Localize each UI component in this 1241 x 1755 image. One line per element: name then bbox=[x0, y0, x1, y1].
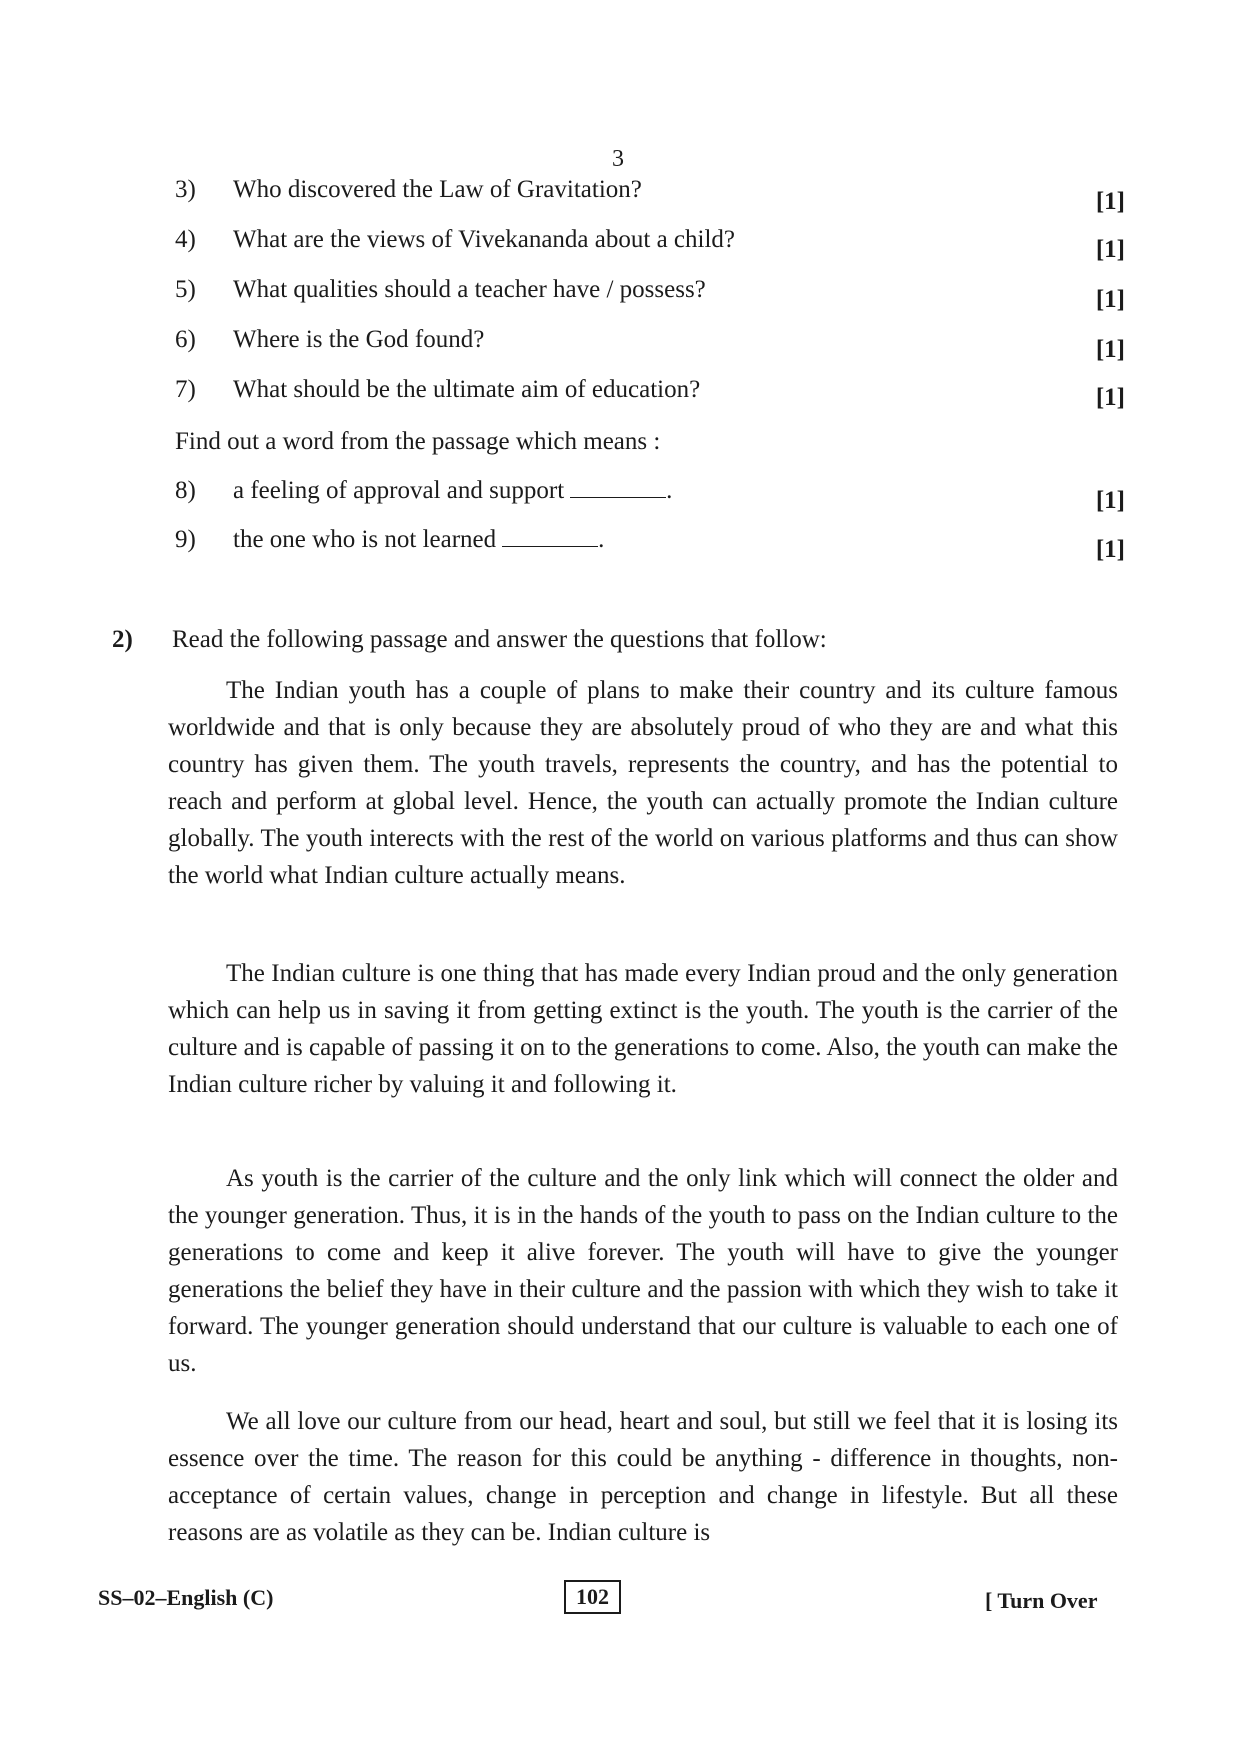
question-marks: [1] bbox=[1095, 384, 1125, 411]
footer-page-number: 102 bbox=[564, 1580, 621, 1614]
question-number: 5) bbox=[175, 276, 196, 303]
question-marks: [1] bbox=[1095, 536, 1125, 563]
answer-blank bbox=[570, 479, 666, 498]
question-number: 6) bbox=[175, 326, 196, 353]
page-number: 3 bbox=[612, 146, 624, 172]
question-number: 3) bbox=[175, 176, 196, 203]
vocabulary-instruction: Find out a word from the passage which means : bbox=[175, 428, 661, 455]
question-marks: [1] bbox=[1095, 188, 1125, 215]
question-number: 8) bbox=[175, 477, 196, 504]
question-text: a feeling of approval and support bbox=[233, 477, 565, 504]
passage-paragraph: As youth is the carrier of the culture and the only link which will connect the older and the younger generation. Thus, it is in the hands of the youth to pass on the Indian culture to the generations to come and keep it alive forever. The youth will have to give the younger generations the belief they have in their culture and the passion with which they wish to take it forward. The younger generation should understand that our culture is valuable to each one of us. bbox=[168, 1165, 1118, 1377]
question-marks: [1] bbox=[1095, 236, 1125, 263]
question-text: the one who is not learned bbox=[233, 526, 497, 553]
question-marks: [1] bbox=[1095, 487, 1125, 514]
question-text: Who discovered the Law of Gravitation? bbox=[233, 176, 642, 203]
question-number: 9) bbox=[175, 526, 196, 553]
answer-blank bbox=[502, 528, 598, 547]
question-number: 7) bbox=[175, 376, 196, 403]
footer-turn-over: [ Turn Over bbox=[985, 1588, 1098, 1613]
question-text: What should be the ultimate aim of education? bbox=[233, 376, 701, 403]
section-title: Read the following passage and answer the questions that follow: bbox=[172, 626, 827, 653]
section-number: 2) bbox=[112, 626, 133, 653]
footer-paper-code: SS–02–English (C) bbox=[98, 1585, 274, 1610]
question-number: 4) bbox=[175, 226, 196, 253]
question-marks: [1] bbox=[1095, 336, 1125, 363]
passage-paragraph: We all love our culture from our head, heart and soul, but still we feel that it is losing its essence over the time. The reason for this could be anything - difference in thoughts, non-acceptance of certain values, change in perception and change in lifestyle. But all these reasons are as volatile as they can be. Indian culture is bbox=[168, 1408, 1118, 1546]
passage-paragraph: The Indian culture is one thing that has made every Indian proud and the only generation which can help us in saving it from getting extinct is the youth. The youth is the carrier of the culture and is capable of passing it on to the generations to come. Also, the youth can make the Indian culture richer by valuing it and following it. bbox=[168, 960, 1118, 1098]
question-marks: [1] bbox=[1095, 286, 1125, 313]
question-text: What qualities should a teacher have / possess? bbox=[233, 276, 706, 303]
question-text: What are the views of Vivekananda about a child? bbox=[233, 226, 736, 253]
question-text: Where is the God found? bbox=[233, 326, 485, 353]
passage-paragraph: The Indian youth has a couple of plans to make their country and its culture famous worldwide and that is only because they are absolutely proud of who they are and what this country has given them. The youth travels, represents the country, and has the potential to reach and perform at global level. Hence, the youth can actually promote the Indian culture globally. The youth interects with the rest of the world on various platforms and thus can show the world what Indian culture actually means. bbox=[168, 677, 1118, 889]
